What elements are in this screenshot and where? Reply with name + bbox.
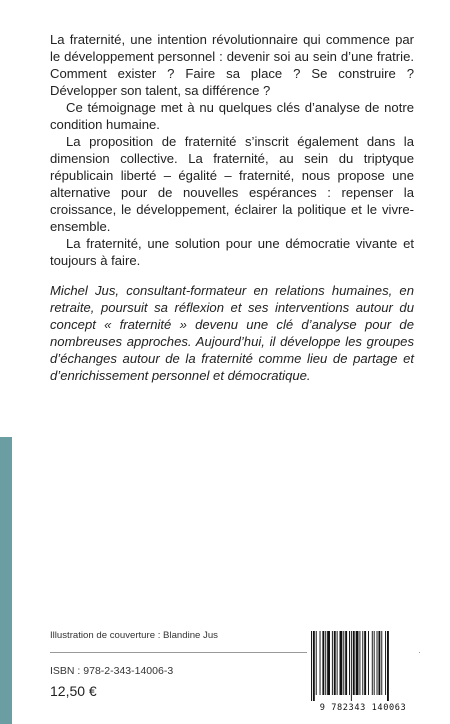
barcode-bar [311,631,312,701]
barcode-bar [343,631,344,695]
cover-side-color-bar [0,437,12,724]
illustration-credit: Illustration de couverture : Blandine Jus [50,630,218,641]
barcode-bar [340,631,343,695]
barcode-bar [364,631,366,695]
barcode-bar [385,631,386,695]
isbn-text: ISBN : 978-2-343-14006-3 [50,665,174,677]
barcode-bar [325,631,326,695]
barcode-bar [353,631,355,695]
barcode-digits: 9 782343 140063 [319,703,407,713]
barcode-bar [322,631,324,695]
blurb-paragraph-4: La fraternité, une solution pour une démocratie vivante et toujours à faire. [50,236,414,268]
barcode-bar [316,631,317,695]
barcode-bar [381,631,382,695]
barcode-bar [374,631,375,695]
blurb-paragraph-2: Ce témoignage met à nu quelques clés d’analyse de notre condition humaine. [50,100,414,132]
barcode-bar [332,631,333,695]
barcode-bar [378,631,380,695]
barcode-bar [372,631,373,695]
barcode-bar [387,631,389,701]
blurb-text [50,31,414,269]
barcode-bar [351,631,352,701]
author-bio [50,282,414,384]
isbn-barcode [307,629,419,713]
barcode-bar [337,631,338,695]
author-name: Michel Jus [50,283,116,298]
barcode-bar [368,631,369,695]
barcode-bar [345,631,347,695]
barcode-bar [377,631,378,695]
barcode-bar [334,631,336,695]
price-text: 12,50 € [50,683,97,699]
barcode-bar [313,631,315,701]
barcode-bar [356,631,359,695]
barcode-bars [307,629,419,701]
barcode-bar [359,631,360,695]
barcode-bar [349,631,350,695]
barcode-bar [320,631,321,695]
author-bio-text: , consultant-formateur en relations humaines, en retraite, poursuit sa réflexion et ses interventions autour du concept « fraternité » devenu une clé d’analyse pour de nombreuses approches. Aujourd’hui, il développe les groupes d’échanges autour de la fraternité comme lieu de partage et d’enrichissement personnel et démocratique. [50,283,414,383]
blurb-paragraph-3: La proposition de fraternité s’inscrit également dans la dimension collective. La fraternité, au sein du triptyque républicain liberté – égalité – fraternité, nous propose une alternative pour de nouvelles espérances : repenser la croissance, le développement, éclairer la politique et le vivre-ensemble. [50,134,414,234]
barcode-bar [362,631,363,695]
blurb-paragraph-1: La fraternité, une intention révolutionnaire qui commence par le développement personnel : devenir soi au sein d’une fratrie. Comment exister ? Faire sa place ? Se construire ? Développer son talent, sa différence ? [50,32,414,98]
barcode-bar [327,631,330,695]
